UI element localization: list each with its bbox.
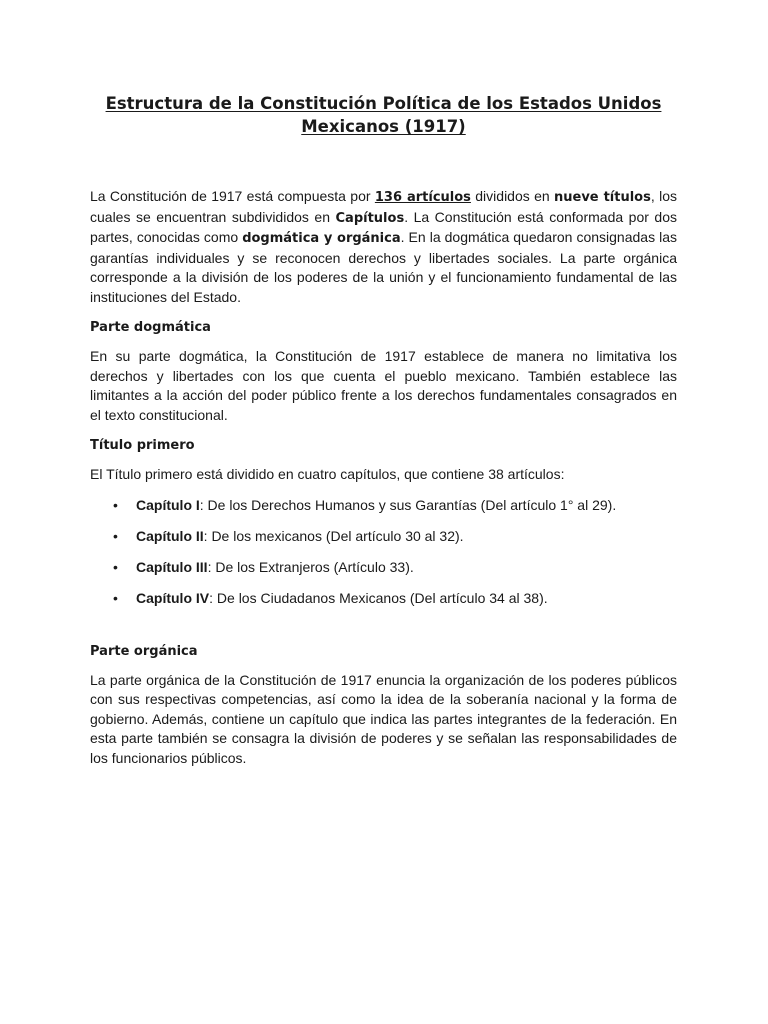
chapter-item-1 xyxy=(90,496,677,515)
intro-text-4: . La Constitución está conformada por dos partes, conocidas como xyxy=(90,208,677,245)
heading-parte-dogmatica: Parte dogmática xyxy=(90,320,211,335)
chapter-label: Capítulo I xyxy=(136,496,200,513)
chapter-list xyxy=(90,496,677,608)
bullet-icon: • xyxy=(113,589,118,606)
document-title: Estructura de la Constitución Política de los Estados Unidos Mexicanos (1917) xyxy=(105,94,662,136)
chapter-label: Capítulo IV xyxy=(136,589,210,606)
intro-paragraph xyxy=(90,187,677,307)
chapter-text: : De los Derechos Humanos y sus Garantías (Del artículo 1° al 29). xyxy=(199,496,617,513)
chapter-label: Capítulo II xyxy=(136,527,204,544)
bullet-icon: • xyxy=(113,496,118,513)
heading-titulo-primero: Título primero xyxy=(90,438,195,453)
chapter-item-4 xyxy=(90,589,677,608)
intro-text-1: La Constitución de 1917 está compuesta por xyxy=(90,188,375,204)
chapter-text: : De los mexicanos (Del artículo 30 al 32). xyxy=(203,527,464,544)
paragraph-parte-organica: La parte orgánica de la Constitución de 1917 enuncia la organización de los poderes públicos con sus respectivas competencias, así como la idea de la soberanía nacional y la forma de gobierno. Además, contiene un capítulo que indica las partes integrantes de la federación. En esta parte también se consagra la división de poderes y se señalan las responsabilidades de los funcionarios públicos. xyxy=(90,671,677,766)
paragraph-parte-dogmatica: En su parte dogmática, la Constitución de 1917 establece de manera no limitativa los derechos y libertades con los que cuenta el pueblo mexicano. También establece las limitantes a la acción del poder público frente a los derechos fundamentales consagrados en el texto constitucional. xyxy=(90,348,677,423)
heading-parte-organica: Parte orgánica xyxy=(90,643,198,659)
intro-text-2: divididos en xyxy=(470,188,554,204)
intro-bold-titles: nueve títulos xyxy=(554,190,651,205)
chapter-text: : De los Ciudadanos Mexicanos (Del artículo 34 al 38). xyxy=(209,589,548,606)
intro-text-5: . En la dogmática quedaron consignadas las garantías individuales y se reconocen derechos y libertades sociales. La parte orgánica corresponde a la división de los poderes de la unión y el funcionamiento fundamental de las instituciones del Estado. xyxy=(90,229,678,305)
document-page xyxy=(90,92,677,768)
bullet-icon: • xyxy=(113,527,118,544)
chapter-item-3 xyxy=(90,558,677,577)
intro-bold-chapters: Capítulos xyxy=(335,210,405,226)
chapter-text: : De los Extranjeros (Artículo 33). xyxy=(207,558,414,575)
chapter-item-2 xyxy=(90,527,677,546)
intro-bold-parts: dogmática y orgánica xyxy=(242,231,401,246)
chapter-label: Capítulo III xyxy=(136,558,208,575)
paragraph-titulo-primero: El Título primero está dividido en cuatro capítulos, que contiene 38 artículos: xyxy=(90,466,565,482)
intro-text-3: , los cuales se encuentran subdivididos en xyxy=(90,188,677,225)
bullet-icon: • xyxy=(113,558,118,575)
intro-bold-articles: 136 artículos xyxy=(374,190,471,205)
